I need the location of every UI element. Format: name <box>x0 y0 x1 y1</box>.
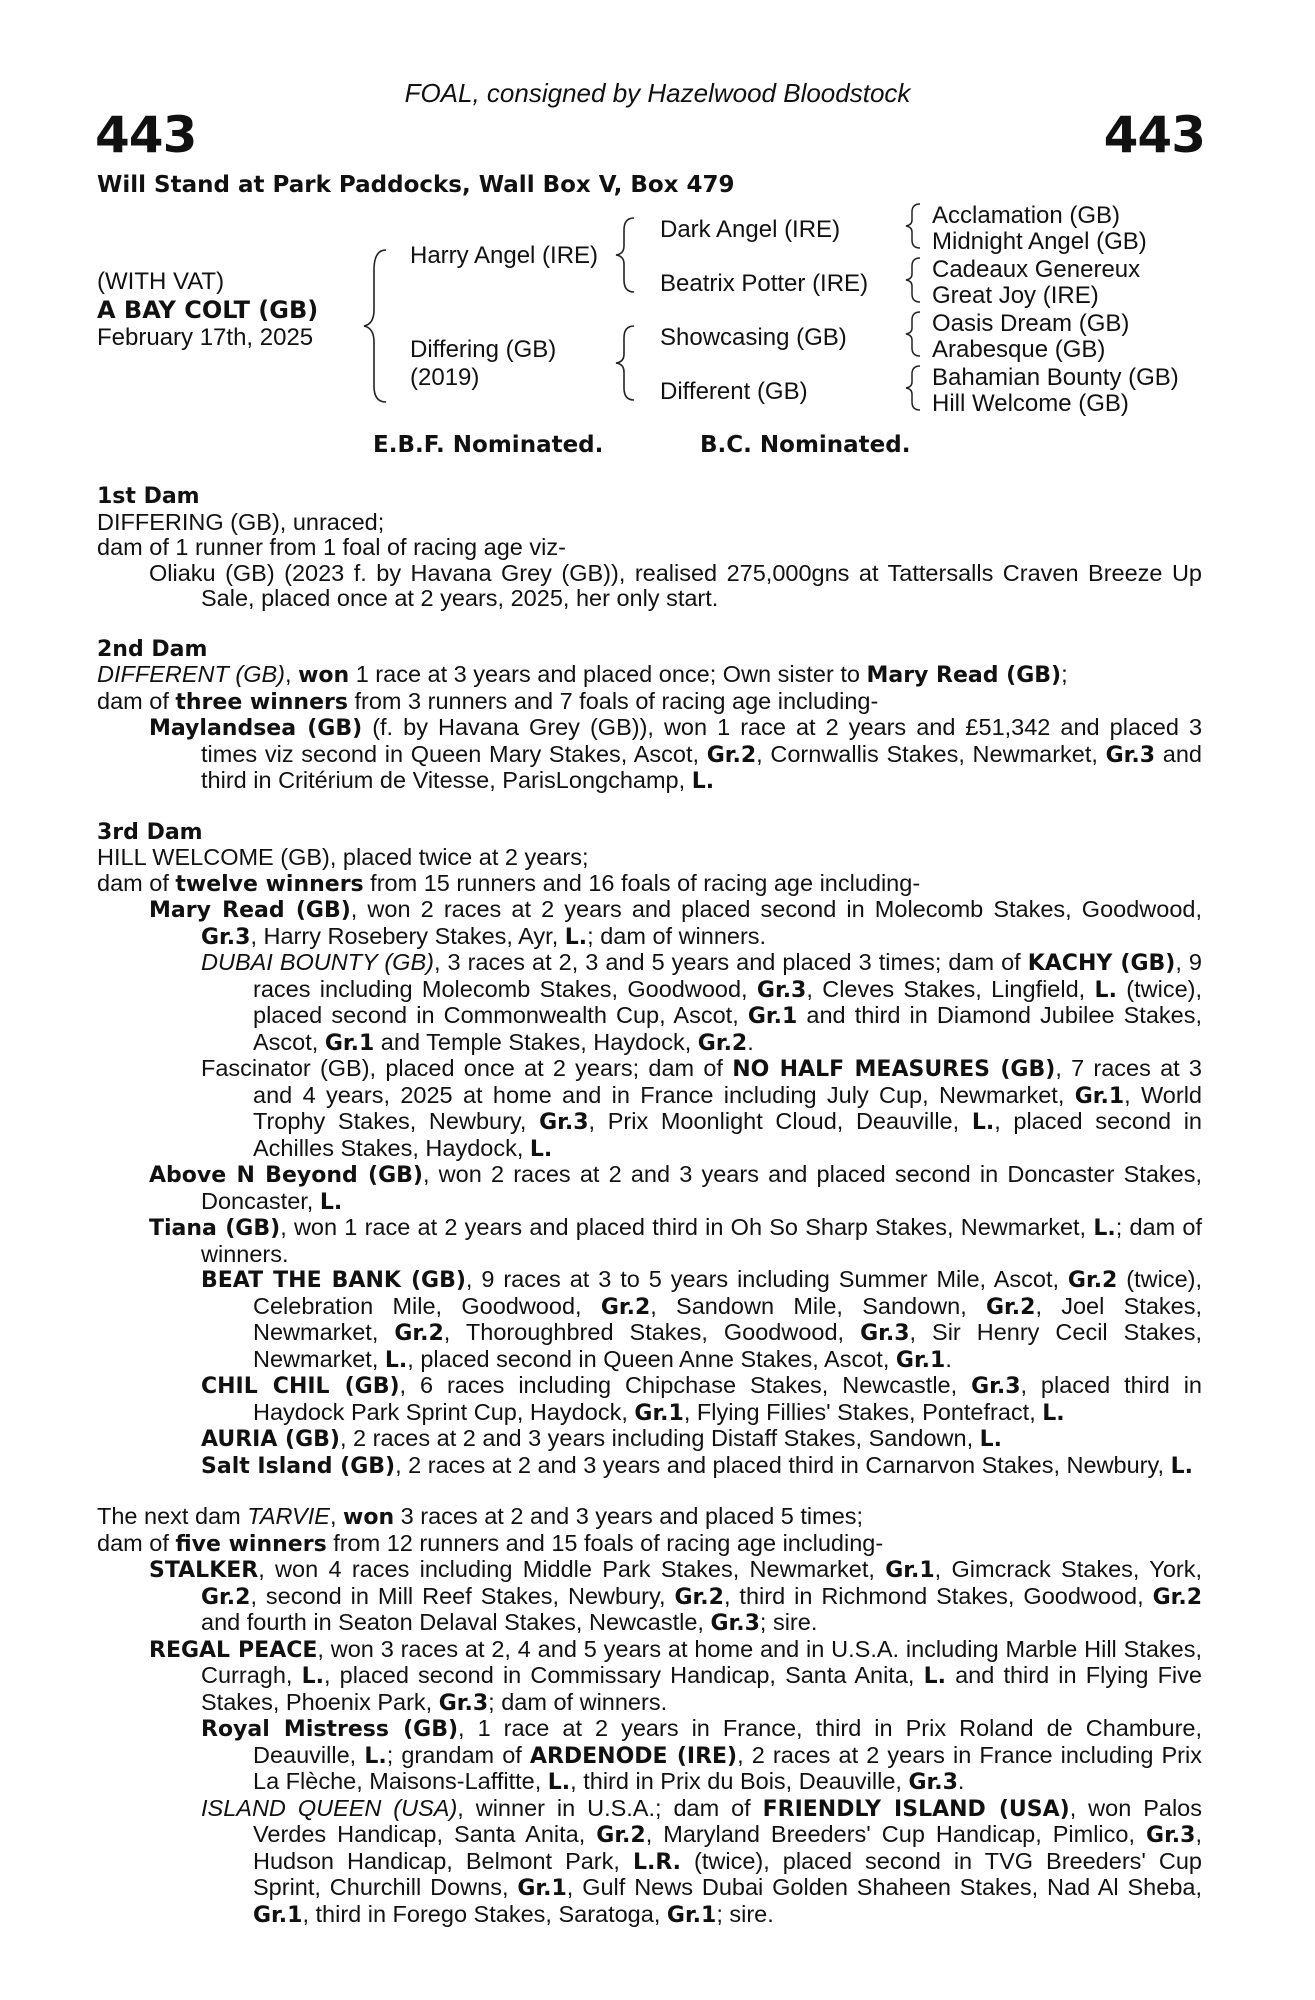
second-dam-text: DIFFERENT (GB), won 1 race at 3 years and placed once; Own sister to Mary Read (GB); <box>97 661 1068 688</box>
second-dam-heading: 2nd Dam <box>97 636 208 662</box>
lot-number-right: 443 <box>1103 106 1205 164</box>
sdd: Great Joy (IRE) <box>932 282 1099 309</box>
entry-tiana: Tiana (GB), won 1 race at 2 years and placed third in Oh So Sharp Stakes, Newmarket, L.; dam of winners. <box>149 1214 1203 1267</box>
entry-fascinator: Fascinator (GB), placed once at 2 years; dam of NO HALF MEASURES (GB), 7 races at 3 and 4 years, 2025 at home and in France including July Cup, Newmarket, Gr.1, World Trophy Stakes, Newbury, Gr.3, Prix Moonlight Cloud, Deauville, L., placed second in Achilles Stakes, Haydock, L. <box>201 1055 1203 1162</box>
vat-note: (WITH VAT) <box>97 268 225 295</box>
dss: Oasis Dream (GB) <box>932 310 1130 337</box>
foaling-date: February 17th, 2025 <box>97 324 314 351</box>
entry-auria: AURIA (GB), 2 races at 2 and 3 years including Distaff Stakes, Sandown, L. <box>201 1425 1003 1452</box>
sire: Harry Angel (IRE) <box>410 242 599 269</box>
ddd: Hill Welcome (GB) <box>932 390 1129 417</box>
dsd: Arabesque (GB) <box>932 336 1106 363</box>
entry-chil-chil: CHIL CHIL (GB), 6 races including Chipchase Stakes, Newcastle, Gr.3, placed third in Haydock Park Sprint Cup, Haydock, Gr.1, Flying Fillies' Stakes, Pontefract, L. <box>201 1372 1203 1426</box>
next-dam-produce: dam of five winners from 12 runners and 15 foals of racing age including- <box>97 1529 884 1557</box>
pedigree-brace-ss <box>902 200 928 250</box>
entry-regal-peace: REGAL PEACE, won 3 races at 2, 4 and 5 years at home and in U.S.A. including Marble Hill Stakes, Curragh, L., placed second in Commissary Handicap, Santa Anita, L. and third in Flying Five Stakes, Phoenix Park, Gr.3; dam of winners. <box>149 1635 1202 1716</box>
pedigree-brace-sire <box>612 212 642 296</box>
dam-year: (2019) <box>410 364 480 391</box>
second-dam-produce: dam of three winners from 3 runners and 7 foals of racing age including- <box>97 687 879 715</box>
dds: Bahamian Bounty (GB) <box>932 364 1179 391</box>
first-dam-line2: dam of 1 runner from 1 foal of racing age viz- <box>97 534 566 560</box>
pedigree-brace-dam <box>612 320 642 404</box>
first-dam-section <box>97 484 1202 612</box>
bc-nominated: B.C. Nominated. <box>700 432 911 458</box>
third-dam-heading: 3rd Dam <box>97 819 203 845</box>
first-dam-line1: DIFFERING (GB), unraced; <box>97 508 385 535</box>
entry-stalker: STALKER, won 4 races including Middle Park Stakes, Newmarket, Gr.1, Gimcrack Stakes, York, Gr.2, second in Mill Reef Stakes, Newbury, Gr.2, third in Richmond Stakes, Goodwood, Gr.2 and fourth in Seaton Delaval Stakes, Newcastle, Gr.3; sire. <box>149 1556 1203 1636</box>
second-dam-entry: Maylandsea (GB) (f. by Havana Grey (GB)), won 1 race at 2 years and £51,342 and placed 3 times viz second in Queen Mary Stakes, Ascot, Gr.2, Cornwallis Stakes, Newmarket, Gr.3 and third in Critérium de Vitesse, ParisLongchamp, L. <box>149 714 1203 794</box>
entry-beat-the-bank: BEAT THE BANK (GB), 9 races at 3 to 5 years including Summer Mile, Ascot, Gr.2 (twice), Celebration Mile, Goodwood, Gr.2, Sandown Mile, Sandown, Gr.2, Joel Stakes, Newmarket, Gr.2, Thoroughbred Stakes, Goodwood, Gr.3, Sir Henry Cecil Stakes, Newmarket, L., placed second in Queen Anne Stakes, Ascot, Gr.1. <box>201 1266 1203 1373</box>
ssd: Midnight Angel (GB) <box>932 228 1147 255</box>
pedigree-brace-main <box>360 240 400 410</box>
horse-name: A BAY COLT (GB) <box>97 296 319 324</box>
third-dam-produce: dam of twelve winners from 15 runners and 16 foals of racing age including- <box>97 869 921 897</box>
sire-sire: Dark Angel (IRE) <box>660 216 841 243</box>
dam-dam: Different (GB) <box>660 378 808 405</box>
third-dam-text: HILL WELCOME (GB), placed twice at 2 years; <box>97 844 589 870</box>
entry-dubai-bounty: DUBAI BOUNTY (GB), 3 races at 2, 3 and 5 years and placed 3 times; dam of KACHY (GB), 9 races including Molecomb Stakes, Goodwood, Gr.3, Cleves Stakes, Lingfield, L. (twice), placed second in Commonwealth Cup, Ascot, Gr.1 and third in Diamond Jubilee Stakes, Ascot, Gr.1 and Temple Stakes, Haydock, Gr.2. <box>201 949 1203 1056</box>
dam: Differing (GB) <box>410 336 557 363</box>
entry-royal-mistress: Royal Mistress (GB), 1 race at 2 years in France, third in Prix Roland de Chambure, Deauville, L.; grandam of ARDENODE (IRE), 2 races at 2 years in France including Prix La Flèche, Maisons-Laffitte, L., third in Prix du Bois, Deauville, Gr.3. <box>201 1715 1203 1795</box>
sss: Acclamation (GB) <box>932 202 1121 229</box>
stand-location: Will Stand at Park Paddocks, Wall Box V, Box 479 <box>97 172 735 198</box>
pedigree-brace-sd <box>902 254 928 304</box>
entry-mary-read: Mary Read (GB), won 2 races at 2 years and placed second in Molecomb Stakes, Goodwood, Gr.3, Harry Rosebery Stakes, Ayr, L.; dam of winners. <box>149 896 1202 950</box>
third-dam-section <box>97 820 1202 1480</box>
pedigree-brace-dd <box>902 362 928 412</box>
pedigree-brace-ds <box>902 308 928 358</box>
next-dam-text: The next dam TARVIE, won 3 races at 2 and 3 years and placed 5 times; <box>97 1503 864 1530</box>
lot-number-left: 443 <box>95 106 197 164</box>
entry-island-queen: ISLAND QUEEN (USA), winner in U.S.A.; dam of FRIENDLY ISLAND (USA), won Palos Verdes Handicap, Santa Anita, Gr.2, Maryland Breeders' Cup Handicap, Pimlico, Gr.3, Hudson Handicap, Belmont Park, L.R. (twice), placed second in TVG Breeders' Cup Sprint, Churchill Downs, Gr.1, Gulf News Dubai Golden Shaheen Stakes, Nad Al Sheba, Gr.1, third in Forego Stakes, Saratoga, Gr.1; sire. <box>201 1794 1202 1928</box>
entry-salt-island: Salt Island (GB), 2 races at 2 and 3 years and placed third in Carnarvon Stakes, Newbury, L. <box>201 1451 1193 1479</box>
second-dam-section <box>97 637 1202 795</box>
dam-sire: Showcasing (GB) <box>660 324 847 351</box>
next-dam-section <box>97 1504 1202 1928</box>
ebf-nominated: E.B.F. Nominated. <box>373 432 604 458</box>
sds: Cadeaux Genereux <box>932 256 1141 283</box>
entry-above-n-beyond: Above N Beyond (GB), won 2 races at 2 and 3 years and placed second in Doncaster Stakes, Doncaster, L. <box>149 1161 1202 1215</box>
sire-dam: Beatrix Potter (IRE) <box>660 270 869 297</box>
first-dam-entry: Oliaku (GB) (2023 f. by Havana Grey (GB)), realised 275,000gns at Tattersalls Craven Breeze Up Sale, placed once at 2 years, 2025, her only start. <box>149 559 1202 611</box>
consignor-line: FOAL, consigned by Hazelwood Bloodstock <box>404 78 911 108</box>
first-dam-heading: 1st Dam <box>97 484 200 509</box>
produce-record <box>97 484 1202 1953</box>
